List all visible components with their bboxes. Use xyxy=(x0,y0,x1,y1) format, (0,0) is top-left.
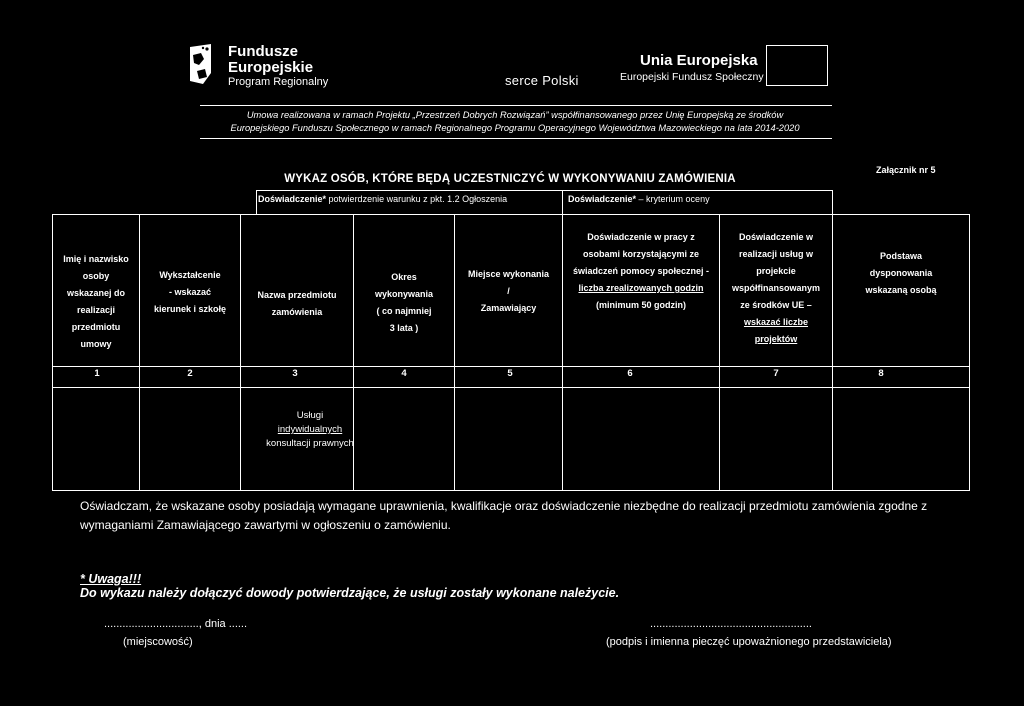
fe-title-line2: Europejskie xyxy=(228,59,314,76)
col5-line: / xyxy=(507,286,510,296)
col-number: 1 xyxy=(94,368,100,379)
col-number: 4 xyxy=(401,368,407,379)
col-header-experience-social xyxy=(562,229,720,314)
col-header-education xyxy=(139,267,241,318)
col2-line: - wskazać xyxy=(168,287,212,297)
col8-line: wskazaną osobą xyxy=(865,285,937,295)
experience-criterion-text: – kryterium oceny xyxy=(638,194,710,204)
service-line: konsultacji prawnych xyxy=(266,438,354,449)
intro-line2: Europejskiego Funduszu Społecznego w ramach Regionalnego Programu Operacyjnego Województwa Mazowieckiego na lata 2014-2020 xyxy=(230,123,800,133)
intro-text xyxy=(190,109,840,135)
statement-text: Oświadczam, że wskazane osoby posiadają wymagane uprawnienia, kwalifikacje oraz doświadczenie niezbędne do realizacji przedmiotu zamówienia zgodne z wymaganiami Zamawiającego zawartymi w ogłoszeniu o zamówieniu. xyxy=(80,499,928,532)
annex-label: Załącznik nr 5 xyxy=(876,165,936,175)
col6-line: osobami korzystającymi ze xyxy=(582,249,700,259)
col-number: 3 xyxy=(292,368,298,379)
fe-title xyxy=(228,44,313,76)
col-header-place xyxy=(454,266,563,317)
table-vline-2b xyxy=(256,190,257,214)
col-header-subject xyxy=(240,287,354,321)
col1-line: umowy xyxy=(80,339,112,349)
col7-line: realizacji usług w xyxy=(738,249,814,259)
col2-line: Wykształcenie xyxy=(159,270,221,280)
col1-line: wskazanej do xyxy=(66,288,126,298)
col1-line: przedmiotu xyxy=(71,322,121,332)
col-number: 6 xyxy=(627,368,633,379)
col1-line: realizacji xyxy=(76,305,116,315)
col5-line: Miejsce wykonania xyxy=(467,269,550,279)
col-number: 2 xyxy=(187,368,193,379)
col4-line: 3 lata ) xyxy=(389,323,419,333)
col6-line: (minimum 50 godzin) xyxy=(596,300,686,310)
col-number: 5 xyxy=(507,368,513,379)
service-line: indywidualnych xyxy=(277,424,343,435)
experience-condition-text: potwierdzenie warunku z pkt. 1.2 Ogłoszenia xyxy=(328,194,508,204)
col-number: 7 xyxy=(773,368,779,379)
col7-line: projektów xyxy=(754,334,798,344)
service-line: Usługi xyxy=(296,410,324,421)
col7-line: projekcie xyxy=(756,266,796,276)
col4-line: ( co najmniej xyxy=(376,306,432,316)
col-header-basis xyxy=(832,248,970,299)
col7-line: wskazać liczbe xyxy=(743,317,809,327)
col-number: 8 xyxy=(878,368,884,379)
experience-condition-header xyxy=(258,194,507,204)
experience-criterion-header xyxy=(568,194,710,204)
col5-line: Zamawiający xyxy=(480,303,537,313)
col7-line: współfinansowanym xyxy=(731,283,820,293)
col-header-period xyxy=(353,269,455,337)
serce-polski-text: serce Polski xyxy=(505,73,579,88)
col6-line: świadczeń pomocy społecznej - xyxy=(572,266,710,276)
intro-line1: Umowa realizowana w ramach Projektu „Przestrzeń Dobrych Rozwiązań” współfinansowanego przez Unię Europejską ze środków xyxy=(246,110,784,120)
service-cell xyxy=(240,409,380,451)
col8-line: dysponowania xyxy=(869,268,933,278)
page-title: WYKAZ OSÓB, KTÓRE BĘDĄ UCZESTNICZYĆ W WYKONYWANIU ZAMÓWIENIA xyxy=(284,173,736,185)
place-label: (miejscowość) xyxy=(123,636,193,648)
col1-line: Imię i nazwisko xyxy=(63,254,129,264)
fe-subtitle: Program Regionalny xyxy=(228,76,329,88)
note-title: * Uwaga!!! xyxy=(80,572,142,586)
header-divider-bottom xyxy=(200,138,832,139)
fundusze-europejskie-logo-icon xyxy=(189,43,219,85)
fe-title-line1: Fundusze xyxy=(228,43,298,60)
eu-flag-icon xyxy=(766,45,828,86)
place-date-line: ..............................., dnia ...... xyxy=(104,618,248,630)
col2-line: kierunek i szkołę xyxy=(153,304,227,314)
col4-line: wykonywania xyxy=(374,289,434,299)
note-text: Do wykazu należy dołączyć dowody potwierdzające, że usługi zostały wykonane należycie. xyxy=(80,586,620,600)
col6-line: Doświadczenie w pracy z xyxy=(587,232,695,242)
table-bottom-line xyxy=(52,490,970,491)
col7-line: ze środków UE – xyxy=(740,300,812,310)
table-vline-4 xyxy=(454,214,455,490)
col3-line: zamówienia xyxy=(271,307,323,317)
col1-line: osoby xyxy=(82,271,110,281)
table-top-line-right xyxy=(256,190,833,191)
signature-label: (podpis i imienna pieczęć upoważnionego przedstawiciela) xyxy=(606,636,892,648)
header-divider-top xyxy=(200,105,832,106)
ue-subtitle: Europejski Fundusz Społeczny xyxy=(620,71,764,83)
experience-criterion-label: Doświadczenie* xyxy=(568,194,637,204)
col-header-experience-eu xyxy=(719,229,833,348)
signature-line: ..................................................... xyxy=(650,618,812,630)
experience-condition-label: Doświadczenie* xyxy=(258,194,327,204)
col3-line: Nazwa przedmiotu xyxy=(257,290,337,300)
col4-line: Okres xyxy=(391,272,417,282)
col8-line: Podstawa xyxy=(879,251,922,261)
col7-line: Doświadczenie w xyxy=(738,232,814,242)
col-header-name xyxy=(52,251,140,353)
note xyxy=(80,572,619,600)
ue-title: Unia Europejska xyxy=(640,52,758,69)
col6-line: liczba zrealizowanych godzin xyxy=(578,283,704,293)
